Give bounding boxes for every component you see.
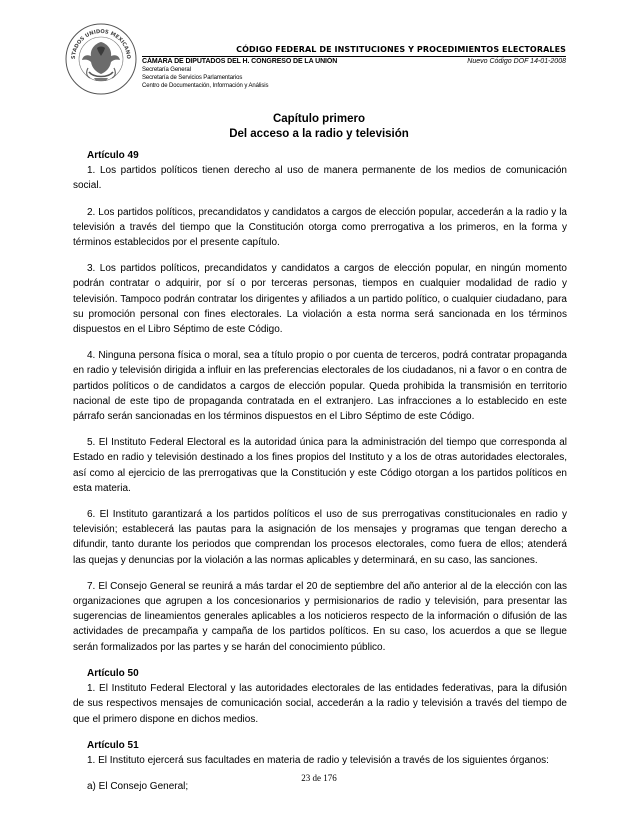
- article-paragraph: 7. El Consejo General se reunirá a más tardar el 20 de septiembre del año anterior al de la elección con las organizaciones que agrupen a los concesionarios y permisionarios de radio y televisión, para presentar las sugerencias de lineamientos generales aplicables a los noticieros respecto de la información o difusión de las actividades de precampaña y campaña de los partidos políticos. En su caso, los acuerdos a que se llegue serán formalizados por las partes y se harán del conocimiento público.: [73, 580, 567, 653]
- article-paragraph: 5. El Instituto Federal Electoral es la autoridad única para la administración del tiempo que corresponda al Estado en radio y televisión destinado a los fines propios del Instituto y a los de otras autoridades electorales, así como al ejercicio de las prerrogativas que la Constitución y este Código otorgan a los partidos políticos en esta materia.: [73, 437, 567, 494]
- svg-text:ESTADOS UNIDOS MEXICANOS: STADOS UNIDOS MEXICANO: [70, 28, 132, 60]
- article-paragraph: 1. El Instituto ejercerá sus facultades en materia de radio y televisión a través de los siguientes órganos:: [87, 754, 549, 766]
- chapter-title: Capítulo primero: [272, 113, 365, 125]
- mexican-coat-of-arms-seal: [64, 22, 138, 96]
- page-number: 23 de 176: [301, 773, 337, 783]
- header-subtitle-2: Secretaría de Servicios Parlamentarios: [142, 75, 243, 81]
- document-body: [73, 148, 567, 794]
- list-item: a) El Consejo General;: [87, 781, 189, 793]
- header-divider: [142, 56, 566, 57]
- article-paragraph: 2. Los partidos políticos, precandidatos y candidatos a cargos de elección popular, accederán a la radio y la televisión a través del tiempo que la Constitución otorga como prerrogativa a los primeros, en la forma y términos establecidos por el presente capítulo.: [73, 206, 567, 249]
- dof-date: Nuevo Código DOF 14-01-2008: [467, 58, 566, 65]
- article-heading: Artículo 49: [87, 150, 139, 161]
- chamber-name: CÁMARA DE DIPUTADOS DEL H. CONGRESO DE LA UNIÓN: [142, 58, 338, 65]
- article-heading: Artículo 50: [87, 667, 139, 679]
- article-paragraph: 3. Los partidos políticos, precandidatos y candidatos a cargos de elección popular, en ningún momento podrán contratar o adquirir, por sí o por terceras personas, tiempos en cualquier modalidad de radio y televisión. Tampoco podrán contratar los dirigentes y afiliados a un partido político, o cualquier ciudadano, para su promoción personal con fines electorales. La violación a esta norma será sancionada en los términos dispuestos en el Libro Séptimo de este Código.: [73, 263, 567, 336]
- article-paragraph: 1. El Instituto Federal Electoral y las autoridades electorales de las entidades federativas, para la difusión de sus respectivos mensajes de comunicación social, accederán a la radio y televisión a través del tiempo de que el primero dispone en dichos medios.: [73, 683, 567, 725]
- article-paragraph: 4. Ninguna persona física o moral, sea a título propio o por cuenta de terceros, podrá contratar propaganda en radio y televisión dirigida a influir en las preferencias electorales de los ciudadanos, ni a favor o en contra de partidos políticos o de candidatos a cargos de elección popular. Queda prohibida la transmisión en territorio nacional de este tipo de propaganda contratada en el extranjero. Las infracciones a lo establecido en este párrafo serán sancionadas en los términos dispuestos en el Libro Séptimo de este Código.: [73, 350, 567, 423]
- header-subtitle-1: Secretaría General: [142, 67, 191, 73]
- article-paragraph: 1. Los partidos políticos tienen derecho al uso de manera permanente de los medios de comunicación social.: [73, 165, 567, 192]
- chapter-subtitle: Del acceso a la radio y televisión: [229, 128, 409, 140]
- document-header-title: CÓDIGO FEDERAL DE INSTITUCIONES Y PROCEDIMIENTOS ELECTORALES: [236, 45, 566, 54]
- header-subtitle-3: Centro de Documentación, Información y Análisis: [142, 83, 269, 89]
- article-paragraph: 6. El Instituto garantizará a los partidos políticos el uso de sus prerrogativas constitucionales en radio y televisión; establecerá las pautas para la asignación de los mensajes y programas que tengan derecho a difundir, tanto durante los periodos que comprendan los procesos electorales, como fuera de ellos; atenderá las quejas y denuncias por la violación a las normas aplicables y determinará, en su caso, las sanciones.: [73, 509, 567, 566]
- article-heading: Artículo 51: [87, 739, 139, 751]
